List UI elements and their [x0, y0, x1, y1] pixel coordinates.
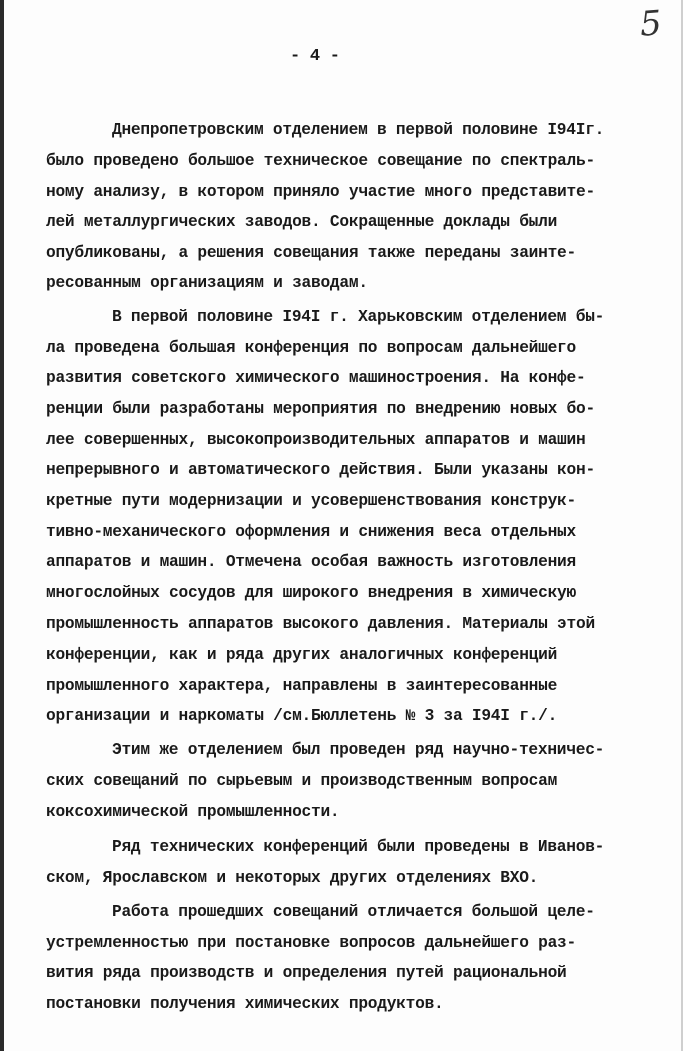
text-line: кретные пути модернизации и усовершенствования конструк-	[46, 492, 576, 510]
text-line: В первой половине I94I г. Харьковским отделением бы-	[112, 308, 605, 326]
text-line: ренции были разработаны мероприятия по внедрению новых бо-	[46, 400, 595, 418]
text-line: промышленного характера, направлены в заинтересованные	[46, 677, 558, 695]
text-line: непрерывного и автоматического действия. Были указаны кон-	[46, 461, 595, 479]
text-line: вития ряда производств и определения путей рациональной	[46, 964, 567, 982]
text-line: лей металлургических заводов. Сокращенные доклады были	[46, 213, 558, 231]
text-line: развития советского химического машиностроения. На конфе-	[46, 369, 586, 387]
text-line: коксохимической промышленности.	[46, 803, 340, 821]
handwritten-folio-mark: 5	[638, 3, 663, 45]
text-line: постановки получения химических продуктов.	[46, 995, 444, 1013]
text-line: было проведено большое техническое совещание по спектраль-	[46, 152, 595, 170]
text-line: аппаратов и машин. Отмечена особая важность изготовления	[46, 553, 576, 571]
text-line: Днепропетровским отделением в первой половине I94Iг.	[112, 121, 605, 139]
text-line: ресованным организациям и заводам.	[46, 274, 368, 292]
text-line: устремленностью при постановке вопросов дальнейшего раз-	[46, 934, 576, 952]
scan-edge-left	[0, 0, 4, 1051]
text-line: промышленность аппаратов высокого давления. Материалы этой	[46, 615, 595, 633]
text-line: ному анализу, в котором приняло участие много представите-	[46, 183, 595, 201]
page-number: - 4 -	[290, 47, 340, 66]
text-line: лее совершенных, высокопроизводительных аппаратов и машин	[46, 431, 586, 449]
text-line: Ряд технических конференций были проведены в Иванов-	[112, 838, 605, 856]
text-line: организации и наркоматы /см.Бюллетень № 3 за I94I г./.	[46, 707, 558, 725]
text-line: тивно-механического оформления и снижения веса отдельных	[46, 523, 576, 541]
text-line: ских совещаний по сырьевым и производственным вопросам	[46, 772, 558, 790]
text-line: Работа прошедших совещаний отличается большой целе-	[112, 903, 595, 921]
text-line: ла проведена большая конференция по вопросам дальнейшего	[46, 339, 576, 357]
text-line: опубликованы, а решения совещания также переданы заинте-	[46, 244, 576, 262]
text-line: ском, Ярославском и некоторых других отделениях ВХО.	[46, 869, 539, 887]
text-line: многослойных сосудов для широкого внедрения в химическую	[46, 584, 576, 602]
text-line: Этим же отделением был проведен ряд научно-техничес-	[112, 741, 605, 759]
text-line: конференции, как и ряда других аналогичных конференций	[46, 646, 558, 664]
